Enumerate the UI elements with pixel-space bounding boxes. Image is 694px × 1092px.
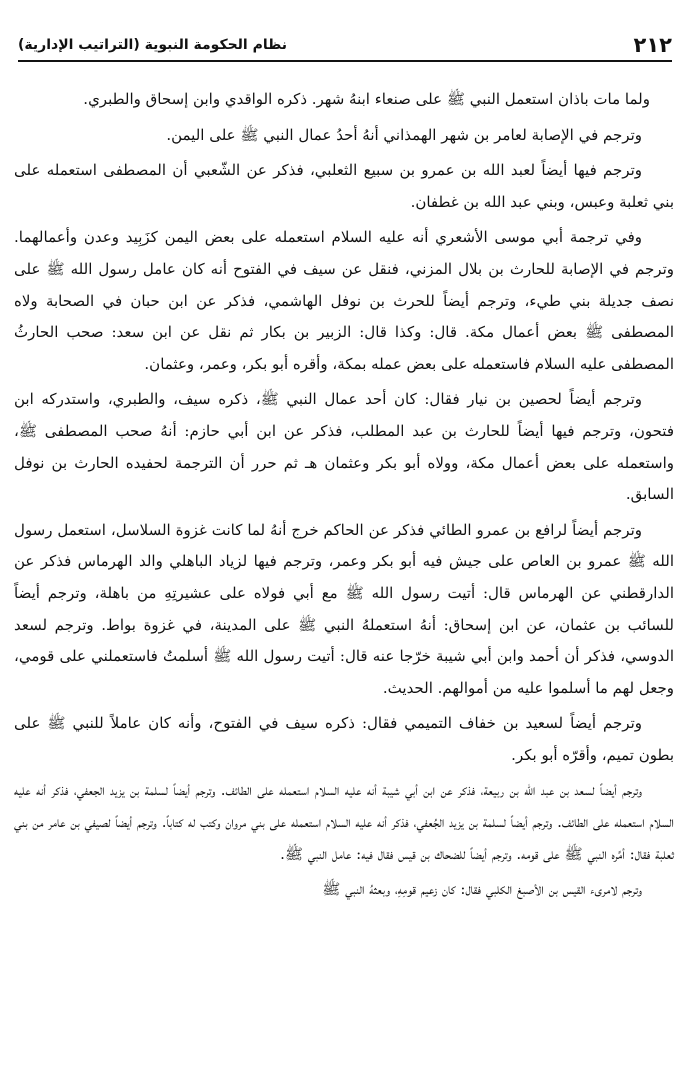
paragraph: وترجم لامرىء القيس بن الأصبغ الكلبي فقال: كان زعيم قومِهِ، وبعثهُ النبي ﷺ xyxy=(322,880,642,899)
paragraph: وترجم أيضاً لحصين بن نيار فقال: كان أحد عمال النبي ﷺ، ذكره سيف، والطبري، واستدركه ابن فتحون، وترجم فيها أيضاً للحارث بن عبد المطلب، فذكر عن ابن أبي حازم: أنهُ صحب المصطفى ﷺ، واستعمله على بعض أعمال مكة، وولاه أبو بكر وعثمان هـ ثم حرر أن الترجمة لحفيده الحارث بن نوفل السابق. xyxy=(14,390,674,504)
paragraph: وترجم أيضاً لسعد بن عبد الله بن ربيعة، فذكر عن ابن أبي شيبة أنه عليه السلام استعمله على الطائف. وترجم أيضاً لسلمة بن يزيد الجعفي، فذكر أنه عليه السلام استعمله على الطائف. وترجم أيضاً لسلمة بن يزيد الجُعفي، فذكر أنه عليه السلام استعمله على بني مروان وكتب له كتاباً. وترجم أيضاً لصيفي بن عامر من بني ثعلبة فقال: أمَّره النبي ﷺ على قومه. وترجم أيضاً للضحاك بن قيس فقال فيه: عامل النبي ﷺ. xyxy=(14,781,674,863)
paragraph: وترجم أيضاً لسعيد بن خفاف التميمي فقال: ذكره سيف في الفتوح، وأنه كان عاملاً للنبي ﷺ على بطون تميم، وأقرّه أبو بكر. xyxy=(14,714,674,764)
paragraph: وفي ترجمة أبي موسى الأشعري أنه عليه السلام استعمله على بعض اليمن كزَبِيد وعدن وأعمالهما. وترجم في الإصابة للحارث بن بلال المزني، فنقل عن سيف في الفتوح أنه كان عامل رسول الله ﷺ على نصف جديلة بني طيء، وترجم أيضاً للحرث بن نوفل الهاشمي، فذكر عن ابن حبان في الصحابة ولاه المصطفى ﷺ بعض أعمال مكة. قال: وكذا قال: الزبير بن بكار ثم نقل عن ابن سعد: صحب الحارثُ المصطفى عليه السلام فاستعمله على بعض عمله بمكة، وأقره أبو بكر، وعمر، وعثمان. xyxy=(14,228,674,373)
paragraph: وترجم في الإصابة لعامر بن شهر الهمذاني أنهُ أحدُ عمال النبي ﷺ على اليمن. xyxy=(166,125,642,144)
paragraph: وترجم فيها أيضاً لعبد الله بن عمرو بن سبيع الثعلبي، فذكر عن الشّعبي أن المصطفى استعمله على بني ثعلبة وعبس، وبني عبد الله بن غطفان. xyxy=(14,161,674,211)
page-header xyxy=(18,30,672,62)
paragraph: ولما مات باذان استعمل النبي ﷺ على صنعاء ابنهُ شهر. ذكره الواقدي وابن إسحاق والطبري. xyxy=(83,90,650,108)
page-number: ٢١٢ xyxy=(633,33,672,57)
paragraph: وترجم أيضاً لرافع بن عمرو الطائي فذكر عن الحاكم خرج أنهُ لما كانت غزوة السلاسل، استعمل رسول الله ﷺ عمرو بن العاص على جيش فيه أبو بكر وعمر، وترجم فيها لزياد الباهلي والد الهرماس فذكر عن الدارقطني عن الهرماس قال: أتيت رسول الله ﷺ مع أبي فولاه على عشيرتِهِ من باهلة، وترجم أيضاً للسائب بن عثمان، عن ابن إسحاق: أنهُ استعملهُ النبي ﷺ على المدينة، في غزوة بواط. وترجم لسعد الدوسي، فذكر أن أحمد وابن أبي شيبة خرّجا عنه قال: أتيت رسول الله ﷺ أسلمتُ فاستعملني على قومي، وجعل لهم ما أسلموا عليه من أموالهم. الحديث. xyxy=(14,520,674,697)
page-body xyxy=(14,84,674,910)
running-title: نظام الحكومة النبوية (التراتيب الإدارية) xyxy=(18,37,288,53)
